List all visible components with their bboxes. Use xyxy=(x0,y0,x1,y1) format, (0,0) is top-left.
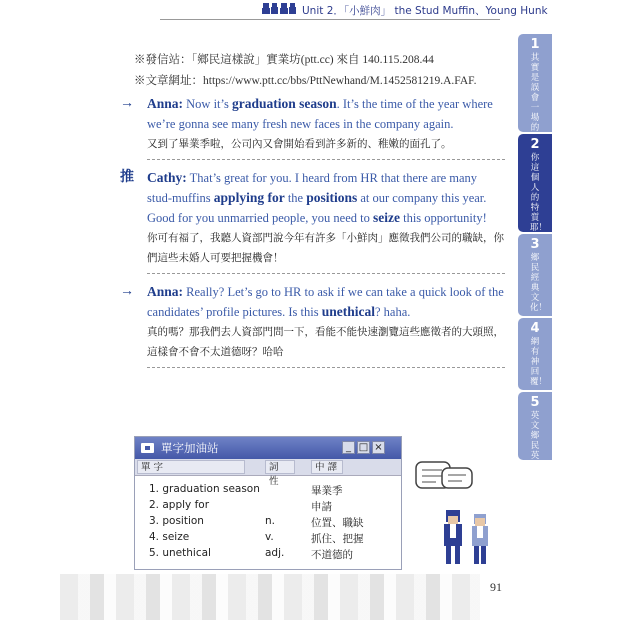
source-site-line: ※發信站：「鄉民這樣說」實業坊(ptt.cc) 來自 140.115.208.44 xyxy=(134,54,434,66)
keyword: graduation season xyxy=(231,96,337,111)
speaker-name: Anna: xyxy=(147,96,184,111)
chinese-translation: 你可有福了，我聽人資部門說今年有許多「小鮮肉」應徵我們公司的職缺，你們這些未婚人可要把握機會！ xyxy=(147,232,504,264)
close-icon[interactable]: × xyxy=(372,441,385,454)
comment-entry xyxy=(120,94,505,160)
post-content xyxy=(120,50,505,376)
chapter-tab-2[interactable]: 2 你這個人的特質耶！ xyxy=(518,134,552,232)
vocab-meaning: 抓住、把握 xyxy=(311,533,364,545)
vocabulary-row xyxy=(135,515,403,530)
vocab-meaning: 位置、職缺 xyxy=(311,517,364,529)
person-figure-left xyxy=(444,510,462,564)
chapter-tab-1[interactable]: 1 其實是誤會一場的 xyxy=(518,34,552,132)
column-header-pos: 詞 性 xyxy=(265,460,295,474)
source-url-line: ※文章網址：https://www.ptt.cc/bbs/PttNewhand/M.1452581219.A.FAF. xyxy=(134,75,477,87)
dashed-divider xyxy=(147,268,505,274)
vocab-pos: v. xyxy=(265,531,274,543)
reply-arrow-marker: → xyxy=(120,284,134,299)
vocab-meaning: 不道德的 xyxy=(311,549,353,561)
vocabulary-window xyxy=(134,436,402,570)
english-text: Anna: Really? Let’s go to HR to ask if we can take a quick look of the candidates’ profile pictures. Is this unethical? haha. xyxy=(147,284,504,319)
vocabulary-row xyxy=(135,483,403,498)
header-divider xyxy=(160,19,500,20)
keyword: seize xyxy=(372,210,400,225)
speech-bubble-icon xyxy=(416,462,472,488)
pixel-characters-icon xyxy=(262,2,296,16)
vocabulary-title: 單字加油站 xyxy=(161,441,219,455)
vocabulary-row xyxy=(135,547,403,562)
pixel-people-illustration xyxy=(412,460,502,570)
vocab-word: 2. apply for xyxy=(149,499,210,511)
column-header-meaning: 中 譯 xyxy=(311,460,343,474)
minimize-icon[interactable]: _ xyxy=(342,441,355,454)
keyword: positions xyxy=(306,190,358,205)
speaker-name: Cathy: xyxy=(147,170,187,185)
vocab-word: 5. unethical xyxy=(149,547,211,559)
chapter-tab-5[interactable]: 5 英文鄉民英 xyxy=(518,392,552,460)
dashed-divider xyxy=(147,154,505,160)
keyword: applying for xyxy=(213,190,285,205)
vocab-word: 3. position xyxy=(149,515,204,527)
vocab-pos: adj. xyxy=(265,547,285,559)
vocabulary-row xyxy=(135,531,403,546)
column-header-word: 單 字 xyxy=(137,460,245,474)
english-text: Anna: Now it’s graduation season. It’s the time of the year where we’re gonna see many fresh new faces in the company again. xyxy=(147,96,493,131)
comment-entry xyxy=(120,282,505,368)
reply-arrow-marker: → xyxy=(120,96,134,111)
vocabulary-title-bar xyxy=(135,437,401,459)
push-marker: 推 xyxy=(120,170,134,185)
chapter-tab-3[interactable]: 3 鄉民經典文化！ xyxy=(518,234,552,316)
blurred-footer-text xyxy=(60,574,480,620)
vocab-meaning: 畢業季 xyxy=(311,485,343,497)
page-number: 91 xyxy=(490,580,502,594)
chinese-translation: 真的嗎？那我們去人資部門問一下，看能不能快速瀏覽這些應徵者的大頭照，這樣會不會不太道德呀？哈哈 xyxy=(147,326,504,358)
vocab-meaning: 申請 xyxy=(311,501,332,513)
comment-entry xyxy=(120,168,505,274)
dashed-divider xyxy=(147,362,505,368)
person-figure-right xyxy=(472,514,488,564)
window-controls xyxy=(342,441,385,454)
vocab-word: 1. graduation season xyxy=(149,483,260,495)
vocab-word: 4. seize xyxy=(149,531,190,543)
vocabulary-header-row xyxy=(135,459,401,487)
speaker-name: Anna: xyxy=(147,284,184,299)
page-header xyxy=(0,0,620,20)
maximize-icon[interactable]: □ xyxy=(358,442,369,453)
keyword: unethical xyxy=(321,304,375,319)
unit-title: Unit 2．「小鮮肉」 the Stud Muffin、Young Hunk xyxy=(302,5,548,17)
folder-icon xyxy=(141,443,154,453)
chinese-translation: 又到了畢業季啦，公司內又會開始看到許多新的、稚嫩的面孔了。 xyxy=(147,138,452,150)
vocabulary-row xyxy=(135,499,403,514)
chapter-tab-4[interactable]: 4 網有神回覆！ xyxy=(518,318,552,390)
vocab-pos: n. xyxy=(265,515,275,527)
english-text: Cathy: That’s great for you. I heard from HR that there are many stud-muffins applying for the positions at our company this year. Good for you unmarried people, you need to seize this opportunity! xyxy=(147,170,487,225)
